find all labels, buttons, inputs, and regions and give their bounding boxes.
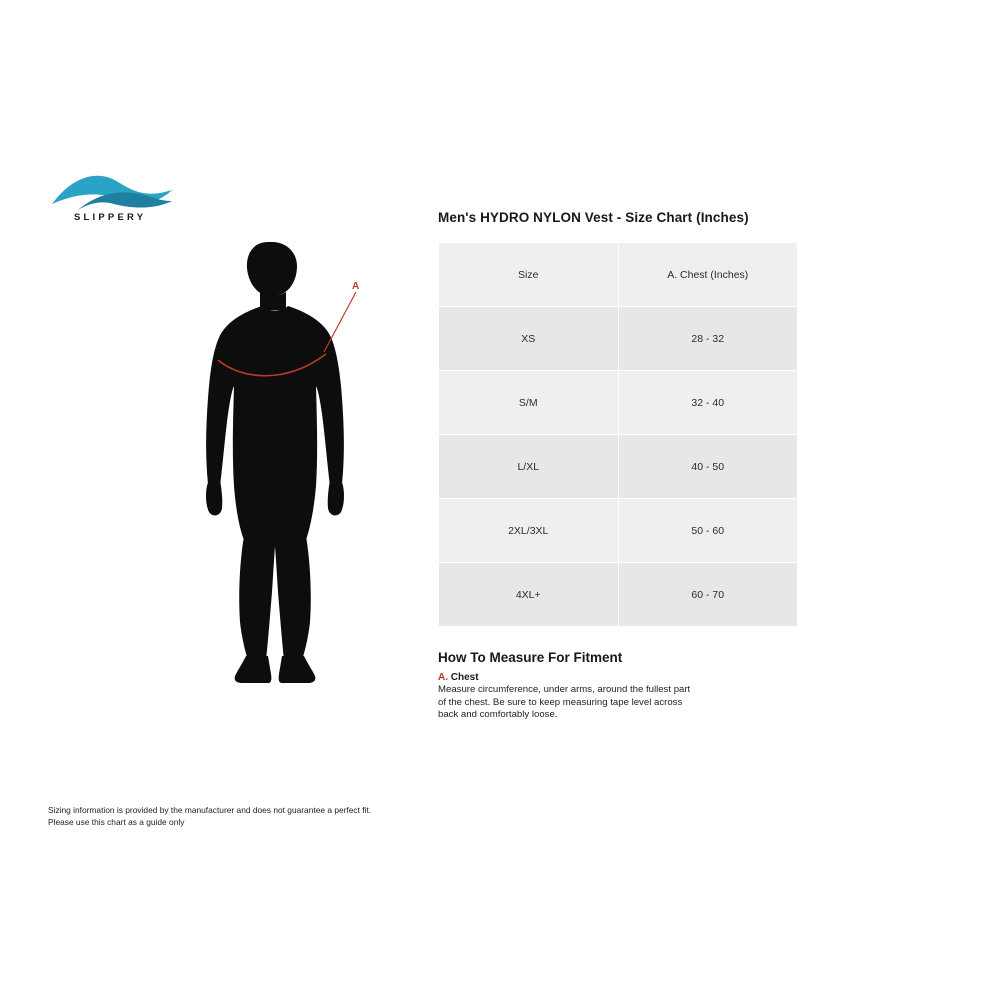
measure-item-description: Measure circumference, under arms, around the fullest part of the chest. Be sure to keep measuring tape level across back and comfortably loose.	[438, 684, 691, 721]
page-title: Men's HYDRO NYLON Vest - Size Chart (Inches)	[438, 210, 749, 225]
how-to-measure-heading: How To Measure For Fitment	[438, 650, 623, 665]
column-header-size: Size	[439, 243, 619, 307]
cell-size: XS	[439, 307, 619, 371]
cell-size: 4XL+	[439, 563, 619, 627]
disclaimer	[48, 805, 468, 828]
cell-chest: 28 - 32	[618, 307, 798, 371]
measure-item-letter: A.	[438, 672, 448, 683]
column-header-chest: A. Chest (Inches)	[618, 243, 798, 307]
size-chart-section	[438, 210, 838, 722]
cell-size: S/M	[439, 371, 619, 435]
table-header-row	[439, 243, 798, 307]
table-row	[439, 499, 798, 563]
measure-item-name: Chest	[448, 672, 479, 683]
cell-chest: 32 - 40	[618, 371, 798, 435]
cell-size: 2XL/3XL	[439, 499, 619, 563]
disclaimer-line-2: Please use this chart as a guide only	[48, 816, 185, 827]
size-chart-table	[438, 242, 798, 627]
cell-chest: 60 - 70	[618, 563, 798, 627]
brand-logo	[48, 168, 208, 234]
table-row	[439, 435, 798, 499]
table-row	[439, 307, 798, 371]
cell-size: L/XL	[439, 435, 619, 499]
measure-item-label	[438, 672, 838, 683]
disclaimer-line-1: Sizing information is provided by the manufacturer and does not guarantee a perfect fit.	[48, 805, 372, 815]
cell-chest: 40 - 50	[618, 435, 798, 499]
cell-chest: 50 - 60	[618, 499, 798, 563]
brand-name: SLIPPERY	[74, 212, 147, 223]
wave-logo-icon	[48, 168, 208, 214]
table-row	[439, 371, 798, 435]
how-to-measure-section	[438, 650, 838, 722]
male-body-silhouette-icon	[196, 240, 366, 690]
table-row	[439, 563, 798, 627]
chest-callout-label: A	[352, 281, 360, 292]
